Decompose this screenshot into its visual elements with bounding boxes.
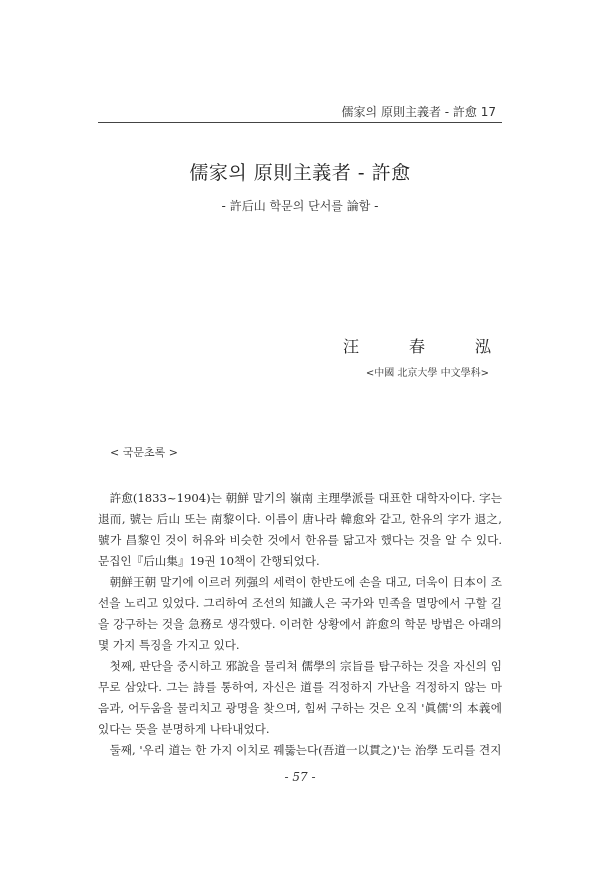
body-paragraph: 둘째, '우리 道는 한 가지 이치로 꿰뚫는다(吾道一以貫之)'는 治學 도리를 견지 [109, 743, 502, 757]
page-number: - 57 - [284, 770, 316, 784]
author-name [343, 334, 491, 357]
author-name-char: 汪 [343, 337, 360, 356]
article-subtitle: - 許后山 학문의 단서를 論함 - [221, 199, 379, 213]
author-name-char: 泓 [474, 337, 491, 356]
running-head: 儒家의 原則主義者 - 許愈 17 [341, 105, 496, 119]
article-title: 儒家의 原則主義者 - 許愈 [189, 162, 411, 184]
author-name-char: 春 [408, 337, 425, 356]
body-paragraph: 許愈(1833~1904)는 朝鮮 말기의 嶺南 主理學派를 대표한 대학자이다. 字는 退而, 號는 后山 또는 南黎이다. 이름이 唐나라 韓愈와 같고, 한유의 字가 退之, 號가 昌黎인 것이 허유와 비슷한 것에서 한유를 닮고자 했다는 것을 알 수 있다. 문집인『后山集』19권 10책이 간행되었다. [98, 491, 502, 568]
header-rule [98, 122, 502, 123]
abstract-body [98, 488, 502, 761]
author-affiliation: <中國 北京大學 中文學科> [365, 368, 489, 379]
body-paragraph: 첫째, 판단을 중시하고 邪說을 물리쳐 儒學의 宗旨를 탐구하는 것을 자신의 임무로 삼았다. 그는 詩를 통하여, 자신은 道를 걱정하지 가난을 걱정하지 않는 마음과, 어두움을 물리치고 광명을 찾으며, 힘써 구하는 것은 오직 '眞儒'의 本義에 있다는 뜻을 분명하게 나타내었다. [98, 659, 502, 736]
abstract-label: < 국문초록 > [110, 446, 178, 459]
body-paragraph: 朝鮮王朝 말기에 이르러 列强의 세력이 한반도에 손을 대고, 더욱이 日本이 조선을 노리고 있었다. 그리하여 조선의 知識人은 국가와 민족을 멸망에서 구할 길을 강구하는 것을 急務로 생각했다. 이러한 상황에서 許愈의 학문 방법은 아래의 몇 가지 특징을 가지고 있다. [98, 575, 502, 652]
